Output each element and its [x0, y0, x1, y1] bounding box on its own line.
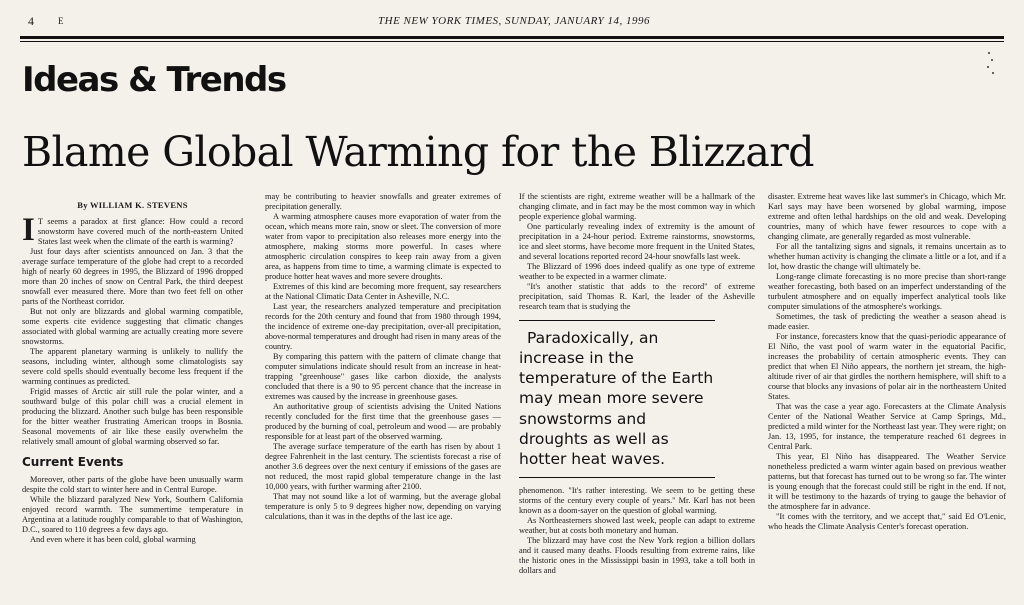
- paragraph: A warming atmosphere causes more evaporation of water from the ocean, which means more rain, snow or sleet. The conversion of more water from vapor to precipitation also releases more energy into the atmosphere, making storms more powerful. In cases where atmospheric circulation conspires to keep rain away from a given area, as happens from time to time, a warming climate is expected to produce hotter heat waves and more severe droughts.: [265, 212, 501, 281]
- article-column-3: [519, 192, 755, 576]
- margin-marks: [986, 50, 994, 80]
- byline: By WILLIAM K. STEVENS: [77, 200, 188, 210]
- page-number: 4: [28, 14, 34, 28]
- paragraph: Moreover, other parts of the globe have been unusually warm despite the cold start to winter here and in Central Europe.: [22, 474, 243, 494]
- subhead: Current Events: [22, 455, 124, 470]
- paragraph: Long-range climate forecasting is no more precise than short-range weather forecasting, both based on an imperfect understanding of the turbulent atmosphere and on equally imperfect analytical tools like computer simulations of the atmosphere's workings.: [768, 272, 1006, 311]
- paragraph: "It comes with the territory, and we accept that," said Ed O'Lenic, who heads the Climate Analysis Center's forecast operation.: [768, 512, 1006, 531]
- paragraph: If the scientists are right, extreme weather will be a hallmark of the changing climate, and in fact may be the most common way in which people experience global warming.: [519, 192, 755, 221]
- paragraph: And even where it has been cold, global warming: [30, 534, 196, 544]
- page-folio: [28, 14, 1000, 30]
- paragraph: While the blizzard paralyzed New York, Southern California enjoyed record warmth. The summertime temperature in Argentina at a latitude roughly comparable to that of Washington, D.C., soared to 110 degrees a few days ago.: [22, 494, 243, 534]
- header-rule-thin: [20, 41, 1004, 42]
- paragraph: Sometimes, the task of predicting the weather a season ahead is made easier.: [768, 312, 1006, 331]
- paragraph: An authoritative group of scientists advising the United Nations recently concluded for the first time that the greenhouse gases — produced by the burning of coal, petroleum and wood — are probably responsible for at least part of the observed warming.: [265, 402, 501, 441]
- article-column-2: [265, 192, 501, 522]
- section-letter: E: [58, 16, 64, 26]
- article-column-4: [768, 192, 1006, 532]
- paragraph: Extremes of this kind are becoming more frequent, say researchers at the National Climatic Data Center in Asheville, N.C.: [265, 282, 501, 301]
- section-title: Ideas & Trends: [22, 60, 286, 100]
- paragraph: phenomenon. "It's rather interesting. We seem to be getting these storms of the century every couple of years." Mr. Karl has not been known as a doom-sayer on the question of global warming.: [519, 485, 755, 515]
- paragraph: One particularly revealing index of extremity is the amount of precipitation in a 24-hour period. Extreme rainstorms, snowstorms, ice and sleet storms, have become more frequent in the United States, and several locations reported record 24-hour snowfalls last week.: [519, 222, 755, 261]
- pull-quote: [519, 320, 715, 478]
- paragraph: The average surface temperature of the earth has risen by about 1 degree Fahrenheit in the last century. The scientists forecast a rise of another 3.6 degrees over the next century if emissions of the gases are not reduced, the most rapid global temperature change in the last 10,000 years, with further warming after 2100.: [265, 442, 501, 491]
- drop-cap: I: [22, 212, 35, 249]
- paragraph: For all the tantalizing signs and signals, it remains uncertain as to whether human activity is changing the climate a little or a lot, and if a lot, how drastic the change will ultimately be.: [768, 242, 1006, 271]
- article-column-1: [22, 192, 243, 545]
- paragraph: disaster. Extreme heat waves like last summer's in Chicago, which Mr. Karl says may have been worsened by global warming, impose extreme and often lethal hardships on the old and weak. Developing countries, many of which have fewer resources to cope with a changing climate, are generally regarded as most vulnerable.: [768, 192, 1006, 241]
- dateline: THE NEW YORK TIMES, SUNDAY, JANUARY 14, 1996: [378, 15, 650, 27]
- paragraph-text: T seems a paradox at first glance: How could a record snowstorm have covered much of the north-eastern United States last week when the climate of the earth is warming?: [37, 217, 243, 247]
- paragraph: By comparing this pattern with the pattern of climate change that computer simulations indicate should result from an increase in heat-trapping "greenhouse" gases like carbon dioxide, the analysts concluded that there is a 90 to 95 percent chance that the increase in extremes was caused by the increase in greenhouse gases.: [265, 352, 501, 401]
- paragraph: "It's another statistic that adds to the record" of extreme precipitation, said Thomas R. Karl, the leader of the Asheville research team that is studying the: [519, 282, 755, 311]
- header-rule-thick: [20, 36, 1004, 39]
- paragraph: The apparent planetary warming is unlikely to nullify the seasons, including winter, although some climatologists say severe cold spells should eventually become less frequent if the warming continues as predicted.: [22, 347, 243, 387]
- paragraph: Last year, the researchers analyzed temperature and precipitation records for the 20th century and found that from 1980 through 1994, the incidence of extreme one-day precipitation, over-all precipitation, above-normal temperatures and drought had risen in many areas of the country.: [265, 302, 501, 351]
- paragraph: As Northeasterners showed last week, people can adapt to extreme weather, but at costs both monetary and human.: [519, 515, 755, 535]
- paragraph: For instance, forecasters know that the quasi-periodic appearance of El Niño, the vast pool of warm water in the equatorial Pacific, increases the probability of certain atmospheric events. They can predict that when El Niño appears, the northern jet stream, the high-altitude river of air that girdles the northern hemisphere, will shift to a course that blocks any invasions of polar air in the northeastern United States.: [768, 332, 1006, 401]
- paragraph: That may not sound like a lot of warming, but the average global temperature is only 5 to 9 degrees higher now, depending on varying calculations, than it was in the depths of the last ice age.: [265, 492, 501, 521]
- paragraph: [22, 212, 243, 249]
- paragraph: But not only are blizzards and global warming compatible, some experts cite evidence suggesting that climatic changes associated with global warming are actually creating more severe snowstorms.: [22, 307, 243, 347]
- pull-quote-text: Paradoxically, an increase in the temperature of the Earth may mean more severe snowstorms and droughts as well as hotter heat waves.: [519, 329, 714, 468]
- paragraph: Frigid masses of Arctic air still rule the polar winter, and a southward bulge of this polar chill was a crucial element in producing the blizzard. Another such bulge has been responsible for the bitter weather frustrating American troops in Bosnia. Seasonal movements of air like these easily overwhelm the relatively small amount of global warming observed so far.: [22, 387, 243, 447]
- paragraph: This year, El Niño has disappeared. The Weather Service nonetheless predicted a warm winter again based on previous weather patterns, but that forecast has turned out to be wrong so far. The winter is young enough that the forecast could still be right in the end. If not, it will be testimony to the hazards of trying to gauge the behavior of the atmosphere far in advance.: [768, 452, 1006, 511]
- paragraph: may be contributing to heavier snowfalls and greater extremes of precipitation generally.: [265, 192, 501, 211]
- paragraph: Just four days after scientists announced on Jan. 3 that the average surface temperature of the globe had crept to a recorded high of nearly 60 degrees in 1995, the Blizzard of 1996 dropped more than 20 inches of snow on Central Park, the third deepest snowfall ever measured there. More than two feet fell on other parts of the Northeast corridor.: [22, 247, 243, 307]
- headline: Blame Global Warming for the Blizzard: [22, 128, 814, 176]
- paragraph: The blizzard may have cost the New York region a billion dollars and it caused many deaths. Floods resulting from extreme rains, like the historic ones in the Mississippi basin in 1993, take a toll both in dollars and: [519, 535, 755, 575]
- paragraph: That was the case a year ago. Forecasters at the Climate Analysis Center of the National Weather Service at Camp Springs, Md., predicted a mild winter for the Northeast last year. They were right; on Jan. 13, 1995, for instance, the temperature reached 61 degrees in Central Park.: [768, 402, 1006, 451]
- paragraph: The Blizzard of 1996 does indeed qualify as one type of extreme weather to be expected in a warmer climate.: [519, 262, 755, 281]
